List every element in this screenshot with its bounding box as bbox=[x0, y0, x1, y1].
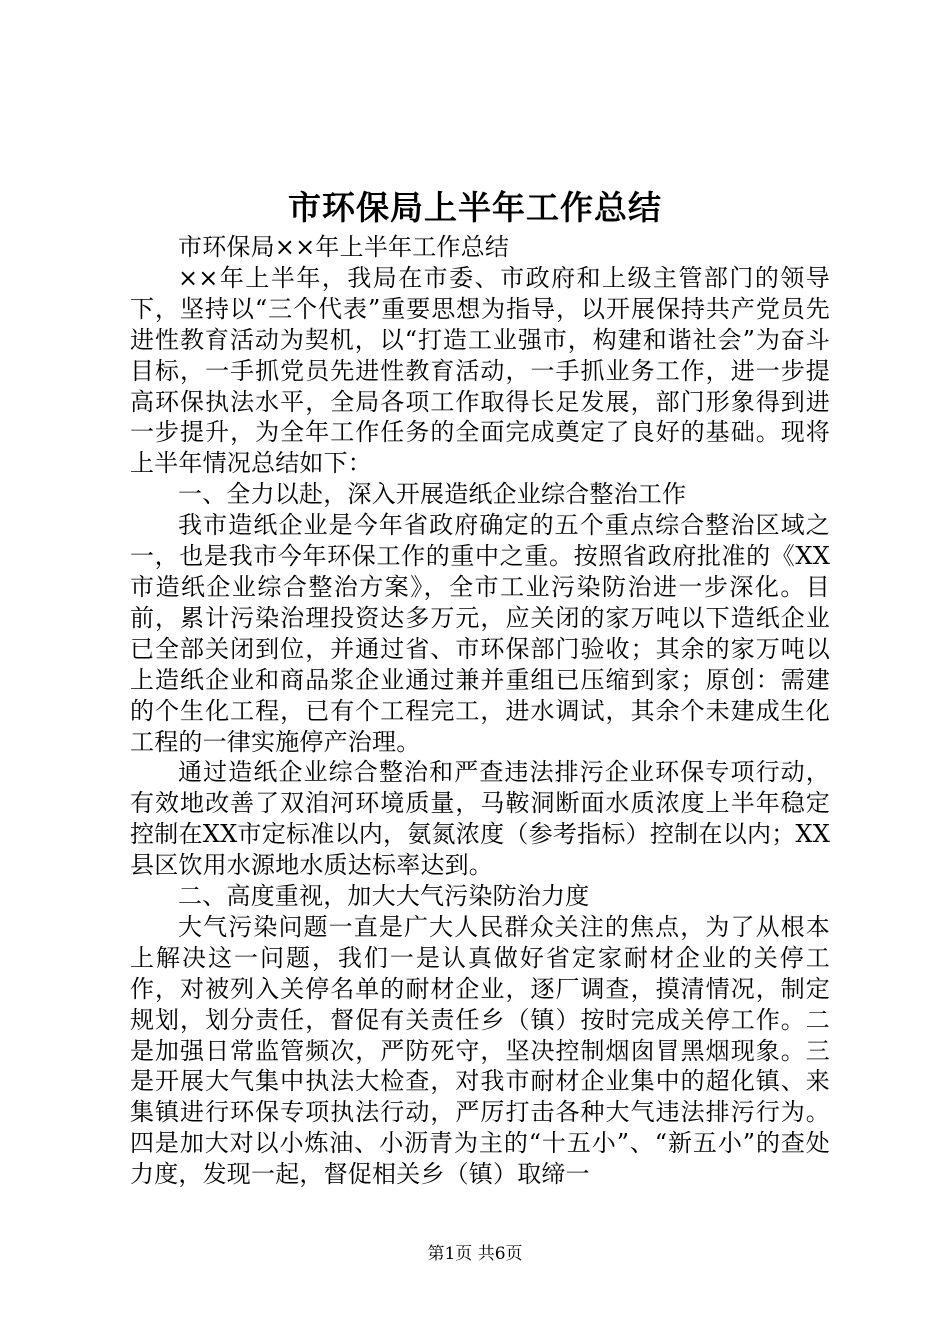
section-2-paragraph-1: 大气污染问题一直是广大人民群众关注的焦点，为了从根本上解决这一问题，我们一是认真做好省定家耐材企业的关停工作，对被列入关停名单的耐材企业，逐厂调查，摸清情况，制定规划，划分责任，督促有关责任乡（镇）按时完成关停工作。二是加强日常监管频次，严防死守，坚决控制烟囱冒黑烟现象。三是开展大气集中执法大检查，对我市耐材企业集中的超化镇、来集镇进行环保专项执法行动，严厉打击各种大气违法排污行为。四是加大对以小炼油、小沥青为主的“十五小”、“新五小”的查处力度，发现一起，督促相关乡（镇）取缔一 bbox=[130, 912, 830, 1189]
section-1-paragraph-1: 我市造纸企业是今年省政府确定的五个重点综合整治区域之一，也是我市今年环保工作的重中之重。按照省政府批准的《XX市造纸企业综合整治方案》，全市工业污染防治进一步深化。目前，累计污染治理投资达多万元，应关闭的家万吨以下造纸企业已全部关闭到位，并通过省、市环保部门验收；其余的家万吨以上造纸企业和商品浆企业通过兼并重组已压缩到家；原创：需建的个生化工程，已有个工程完工，进水调试，其余个未建成生化工程的一律实施停产治理。 bbox=[130, 511, 830, 756]
section-1-paragraph-2: 通过造纸企业综合整治和严查违法排污企业环保专项行动，有效地改善了双洎河环境质量，马鞍洞断面水质浓度上半年稳定控制在XX市定标准以内，氨氮浓度（参考指标）控制在以内；XX县区饮用水源地水质达标率达到。 bbox=[130, 758, 830, 880]
section-heading-2: 二、高度重视，加大大气污染防治力度 bbox=[178, 882, 590, 911]
document-title: 市环保局上半年工作总结 bbox=[288, 188, 662, 227]
section-heading-1: 一、全力以赴，深入开展造纸企业综合整治工作 bbox=[178, 480, 687, 509]
intro-paragraph: ××年上半年，我局在市委、市政府和上级主管部门的领导下，坚持以“三个代表”重要思想为指导，以开展保持共产党员先进性教育活动为契机，以“打造工业强市，构建和谐社会”为奋斗目标，一手抓党员先进性教育活动，一手抓业务工作，进一步提高环保执法水平，全局各项工作取得长足发展，部门形象得到进一步提升，为全年工作任务的全面完成奠定了良好的基础。现将上半年情况总结如下： bbox=[130, 263, 830, 478]
subtitle-line: 市环保局××年上半年工作总结 bbox=[178, 233, 510, 261]
document-body bbox=[130, 232, 830, 1190]
page-footer: 第1页 共6页 bbox=[427, 1244, 523, 1264]
